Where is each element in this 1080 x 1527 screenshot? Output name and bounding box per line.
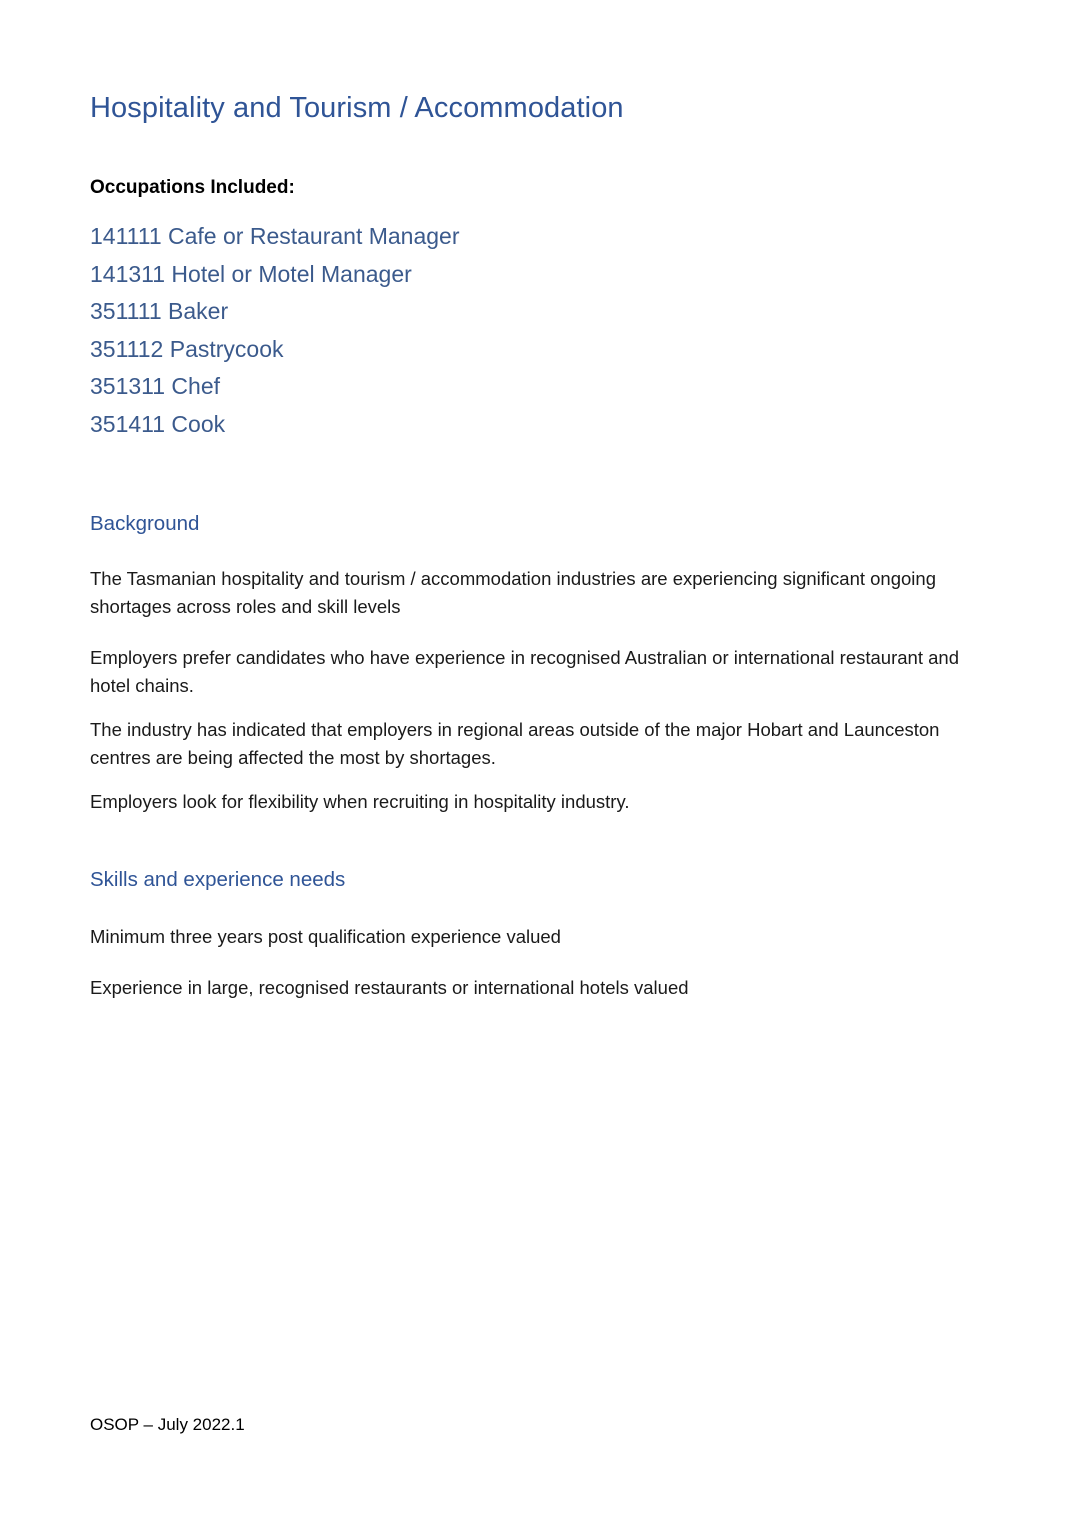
occupation-item: 141111 Cafe or Restaurant Manager (90, 223, 460, 249)
occupation-item: 351311 Chef (90, 373, 221, 399)
skills-paragraph: Minimum three years post qualification experience valued (90, 926, 561, 947)
occupations-heading: Occupations Included: (90, 177, 295, 198)
occupation-item: 351112 Pastrycook (90, 335, 284, 362)
occupation-item: 351411 Cook (90, 410, 226, 437)
occupation-item: 351111 Baker (90, 298, 229, 324)
background-paragraph: The Tasmanian hospitality and tourism / accommodation industries are experiencing significant ongoing shortages across roles and skill levels (90, 568, 936, 617)
occupation-item: 141311 Hotel or Motel Manager (90, 260, 412, 287)
background-heading: Background (90, 512, 200, 535)
skills-heading: Skills and experience needs (90, 868, 346, 891)
occupations-list (90, 220, 460, 445)
background-paragraph: Employers look for flexibility when recruiting in hospitality industry. (90, 791, 630, 812)
background-paragraph: Employers prefer candidates who have experience in recognised Australian or international restaurant and hotel chains. (90, 647, 959, 696)
background-paragraph: The industry has indicated that employers in regional areas outside of the major Hobart and Launceston centres are being affected the most by shortages. (90, 719, 940, 768)
page-title: Hospitality and Tourism / Accommodation (90, 92, 624, 124)
skills-paragraph: Experience in large, recognised restaurants or international hotels valued (90, 977, 689, 998)
page-footer: OSOP – July 2022.1 (90, 1415, 245, 1434)
